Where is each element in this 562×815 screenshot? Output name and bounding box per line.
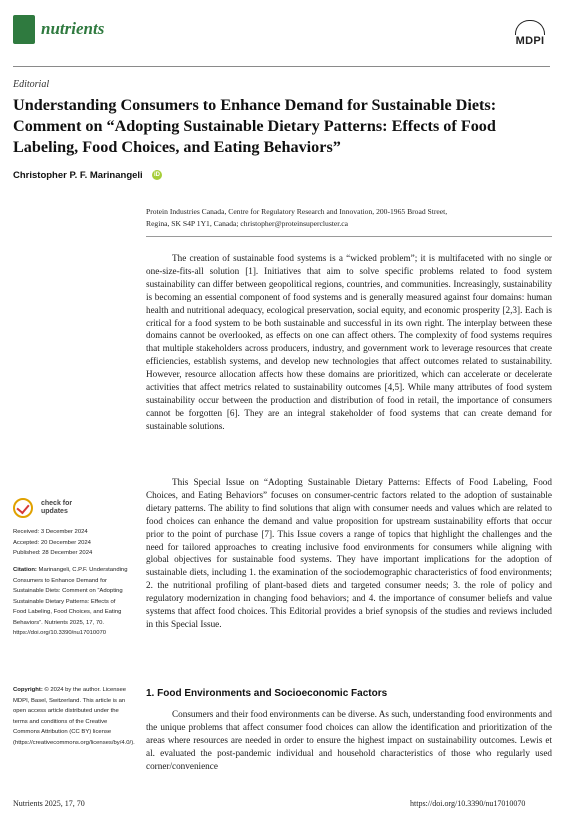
article-type: Editorial [13,79,50,90]
publisher-logo [508,20,552,47]
body-paragraph: This Special Issue on “Adopting Sustainable Dietary Patterns: Effects of Food Labeling, Food Choices, and Eating Behaviors” focuses on consumer-centric factors related to the adoption of sustainable dietary patterns. The ability to find solutions that align with consumer needs and values which are related to food choices can enhance the demand and value proposition for upstream sustainability efforts that occur prior to the point of purchase [7]. This Issue covers a range of topics that highlight the challenges and the need for tailored approaches to creating inclusive food environments for consumers while aligning with global objectives for sustainable food systems. They have important implications for the adoption of sustainable diets, including 1. the examination of the sociodemographic characteristics of food environments; 2. the nutritional profiling of plant-based diets and targeted consumer needs; 3. the role of policy and regulatory modernization in changing food behaviors; and 4. the importance of consumer beliefs and value systems that affect food choices. This Editorial provides a brief synopsis of the studies and reviews included in this Special Issue. [146,477,552,629]
check-updates-icon [13,498,33,518]
copyright-label: Copyright: [13,687,43,693]
publication-dates [13,527,129,559]
citation-block [13,565,129,639]
footer-journal-citation: Nutrients 2025, 17, 70 [13,799,85,808]
received-date: Received: 3 December 2024 [13,529,88,535]
updates-line-1: check for [41,500,73,507]
body-paragraph: The creation of sustainable food systems is a “wicked problem”; it is multifaceted with no single or one-size-fits-all solution [1]. Initiatives that aim to solve specific problems related to food system sustainability can differ between geopolitical regions, countries, and communities. Increasingly, sustainability is becoming an essential component of food systems and is generally measured against four domains: human health and nutritional adequacy, ecological preservation, social equity, and economic prosperity [2,3]. Each is critical for a food system to be both sustainable and successful in its own right. The interplay between these domains cannot be overlooked, as effects on one can affect others. The complexity of food systems requires that multiple stakeholders across producers, industry, and government work to leverage resources that create efficiencies, establish systems, and develop new technologies that affect outcomes related to sustainability. However, resource allocation affects how these domains are prioritized, which can accelerate or decelerate activities that affect metrics related to sustainability outcomes [4,5]. While many attributes of food system sustainability occur between the production and distribution of food in retail, the importance of consumers cannot be forgotten [6]. They are an integral stakeholder of food systems that can create demand for sustainable solutions. [146,253,552,431]
header-divider [13,66,550,67]
author-affiliation [146,206,546,230]
section-heading: 1. Food Environments and Socioeconomic Factors [146,688,388,699]
accepted-date: Accepted: 20 December 2024 [13,539,91,546]
updates-line-2: updates [41,508,68,515]
orcid-icon[interactable]: iD [154,172,160,178]
copyright-text: © 2024 by the author. Licensee MDPI, Basel, Switzerland. This article is an open access article distributed under the terms and conditions of the Creative Commons Attribution (CC BY) license (https://creativecommons.org/licenses/by/4.0/). [13,687,135,746]
author-name: Christopher P. F. Marinangeli [13,170,143,181]
mdpi-logo-icon [515,20,545,35]
body-paragraph: Consumers and their food environments can be diverse. As such, understanding food environments and the unique problems that affect consumer food choices can allow the identification and prioritization of the areas where resources are needed in order to ensure the highest impact on sustainability outcomes. Lewis et al. evaluated the post-pandemic individual and household characteristics of those who regularly used corner/convenience [146,709,552,771]
journal-name: nutrients [41,19,105,38]
citation-label: Citation: [13,567,37,573]
affiliation-line-1: Protein Industries Canada, Centre for Regulatory Research and Innovation, 200-1965 Broad Street, [146,207,448,216]
published-date: Published: 28 December 2024 [13,550,93,556]
affiliation-divider [146,236,552,237]
publisher-name: MDPI [515,35,545,47]
footer-doi-link[interactable]: https://doi.org/10.3390/nu17010070 [410,799,526,808]
journal-logo-icon [13,15,35,44]
article-title: Understanding Consumers to Enhance Demand for Sustainable Diets: Comment on “Adopting Sustainable Dietary Patterns: Effects of Food Labeling, Food Choices, and Eating Behaviors” [13,96,497,156]
copyright-block [13,685,135,748]
check-updates-label [41,500,72,516]
affiliation-line-2: Regina, SK S4P 1Y1, Canada; christopher@proteinsupercluster.ca [146,219,348,228]
citation-text: Marinangeli, C.P.F. Understanding Consumers to Enhance Demand for Sustainable Diets: Comment on “Adopting Sustainable Dietary Patterns: Effects of Food Labeling, Food Choices, and Eating Behaviors”. Nutrients 2025, 17, 70. https://doi.org/10.3390/nu17010070 [13,567,128,636]
check-for-updates-button[interactable] [13,498,83,518]
